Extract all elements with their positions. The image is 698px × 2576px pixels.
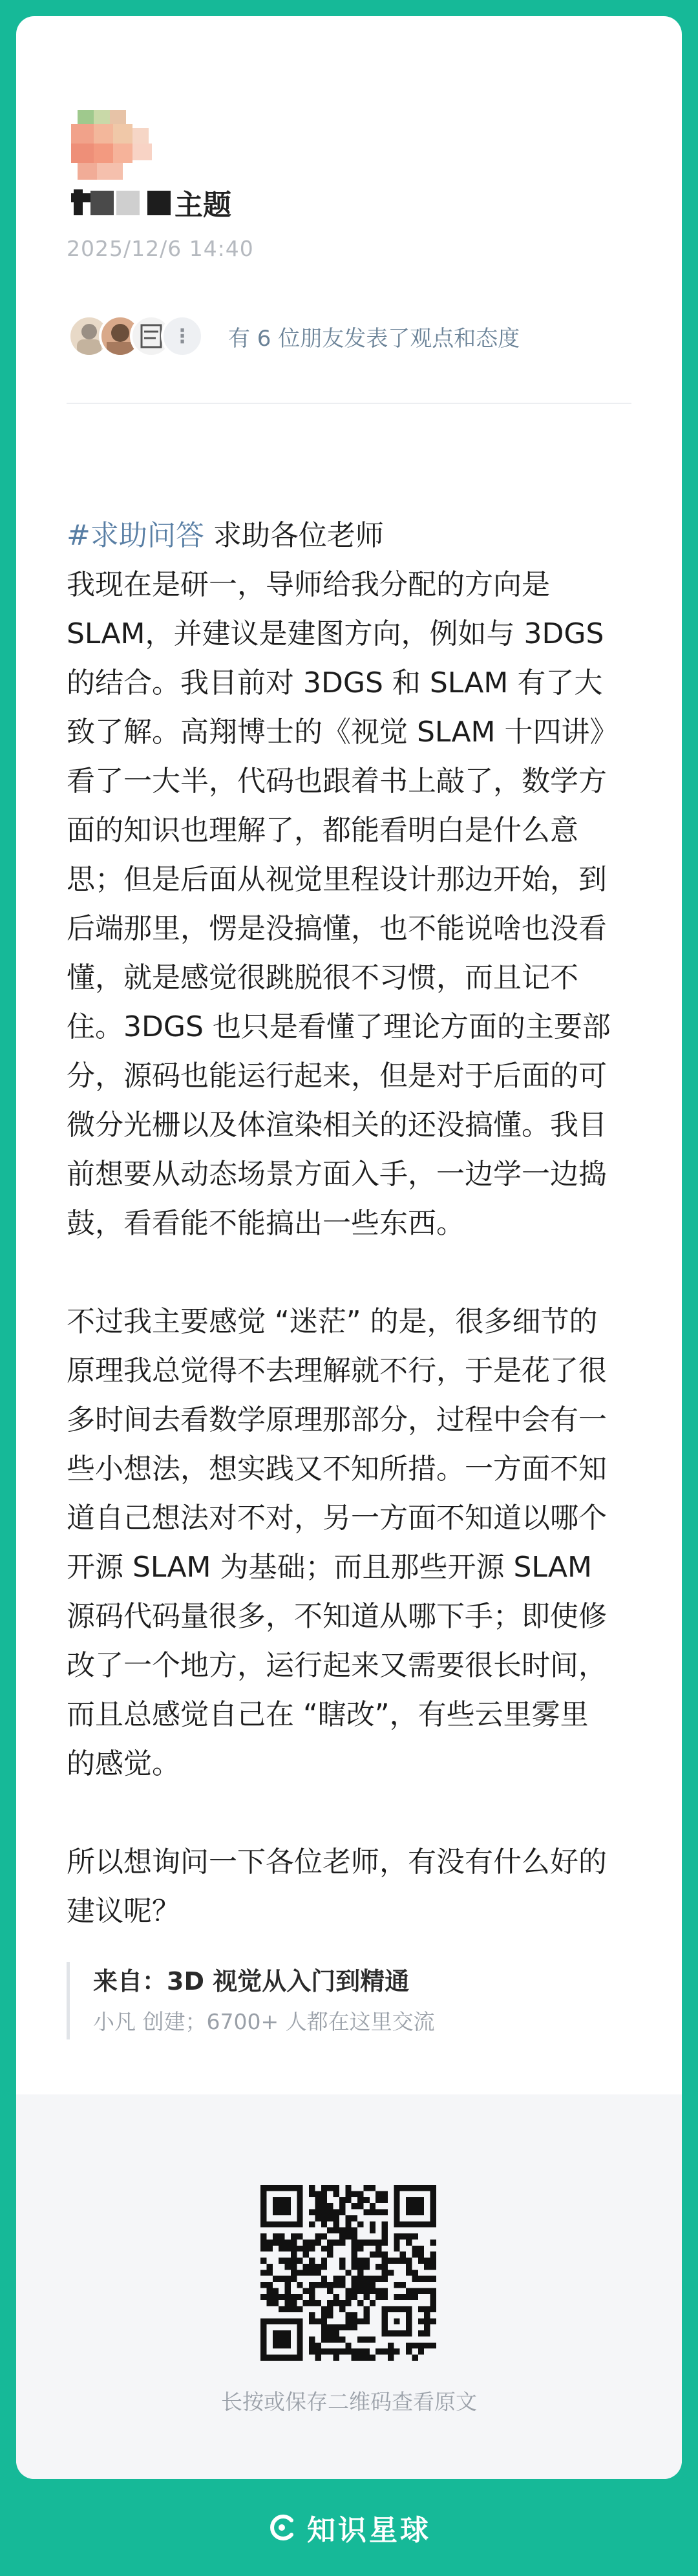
post-date: 2025/12/6 14:40 (67, 236, 254, 261)
qr-code[interactable] (260, 2185, 436, 2361)
post-paragraph: 我现在是研一，导师给我分配的方向是 SLAM，并建议是建图方向，例如与 3DGS 的结合。我目前对 3DGS 和 SLAM 有了大 致了解。高翔博士的《视觉 SLAM 十四讲》 看了一大半，代码也跟着书上敲了，数学方 面的知识也理解了，都能看明白是什么意 思；但是后面从视觉里程设计那边开始，到 后端那里，愣是没搞懂，也不能说啥也没看 懂，就是感觉很跳脱很不习惯，而且记不 住。3DGS 也只是看懂了理论方面的主要部 分，源码也能运行起来，但是对于后面的可 微分光栅以及体渲染相关的还没搞懂。我目 前想要从动态场景方面入手，一边学一边捣 鼓，看看能不能搞出一些东西。 (67, 568, 619, 1240)
post-body (67, 462, 635, 1985)
post-title: 求助各位老师 (204, 519, 384, 552)
qr-section (16, 2094, 682, 2479)
hashtag-link[interactable]: #求助问答 (67, 519, 204, 552)
source-prefix: 来自： (93, 1967, 167, 1996)
planet-logo-icon (267, 2513, 297, 2542)
more-dots-icon[interactable]: ⋮ (161, 315, 204, 357)
post-paragraph: 不过我主要感觉 “迷茫” 的是，很多细节的 原理我总觉得不去理解就不行，于是花了很 多时间去看数学原理那部分，过程中会有一 些小想法，想实践又不知所措。一方面不知 道自己想法对不对，另一方面不知道以哪个 开源 SLAM 为基础；而且那些开源 SLAM 源码代码量很多，不知道从哪下手；即使修 改了一个地方，运行起来又需要很长时间， 而且总感觉自己在 “瞎改”，有些云里雾里 的感觉。 (67, 1305, 607, 1780)
brand-footer (0, 2495, 698, 2560)
redacted-name-block (71, 189, 171, 215)
source-meta: 小凡 创建；6700+ 人都在这里交流 (93, 2009, 435, 2034)
source-group-name: 3D 视觉从入门到精通 (167, 1967, 410, 1996)
divider (67, 403, 631, 404)
author-name-text: 主题 (174, 189, 231, 222)
post-card (16, 16, 682, 2479)
author-avatar[interactable] (71, 110, 158, 181)
post-paragraph: 所以想询问一下各位老师，有没有什么好的 建议呢？ (67, 1846, 607, 1928)
brand-name: 知识星球 (307, 2514, 431, 2547)
author-name[interactable] (71, 180, 231, 225)
friends-summary: 有 6 位朋友发表了观点和态度 (228, 325, 520, 352)
friends-reactions[interactable] (68, 307, 520, 365)
qr-caption: 长按或保存二维码查看原文 (221, 2389, 477, 2414)
source-group[interactable] (67, 1962, 435, 2039)
